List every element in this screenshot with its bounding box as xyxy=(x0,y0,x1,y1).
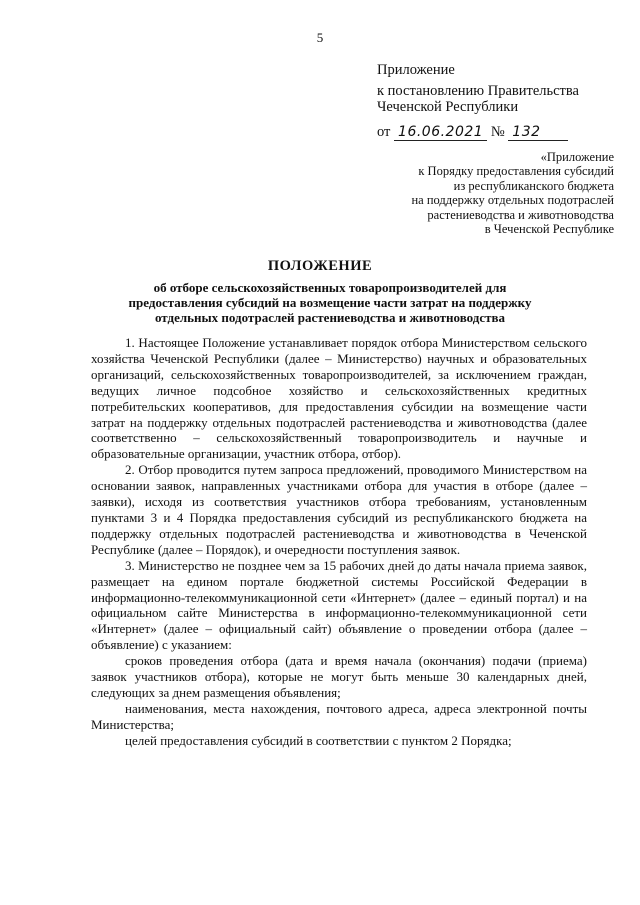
date-prefix: от xyxy=(377,124,391,140)
quote-line: в Чеченской Республике xyxy=(484,222,614,237)
document-subtitle xyxy=(90,280,570,325)
paragraph-5: наименования, места нахождения, почтового адреса, адреса электронной почты Министерства; xyxy=(91,700,587,732)
subtitle-line: об отборе сельскохозяйственных товаропроизводителей для xyxy=(153,280,507,295)
quote-line: «Приложение xyxy=(540,150,614,164)
quote-line: к Порядку предоставления субсидий xyxy=(418,164,614,179)
appendix-line-3: Чеченской Республики xyxy=(377,99,519,115)
paragraph-2: 2. Отбор проводится путем запроса предложений, проводимого Министерством на основании заявок, направленных участниками отбора для участия в отборе (далее – заявки), исходя из соответствия участников отбора требованиям, установленным пунктами 3 и 4 Порядка предоставления субсидий из республиканского бюджета на поддержку отдельных подотраслей растениеводства и животноводства в Чеченской Республике (далее – Порядок), и очередности поступления заявок. xyxy=(91,462,587,557)
appendix-quote xyxy=(411,150,614,236)
handwritten-number: 132 xyxy=(508,124,568,141)
document-body xyxy=(91,335,587,749)
appendix-line-2: к постановлению Правительства xyxy=(377,83,579,99)
paragraph-1: 1. Настоящее Положение устанавливает порядок отбора Министерством сельского хозяйства Чеченской Республики (далее – Министерство) научных и образовательных организаций, сельскохозяйственных товаропроизводителей, за исключением граждан, ведущих личное подсобное хозяйство и сельскохозяйственных кредитных потребительских кооперативов, для предоставления субсидии на возмещение части затрат на поддержку отдельных подотраслей растениеводства и животноводства (далее соответственно – сельскохозяйственный товаропроизводитель и научные и образовательные организации, участник отбора, отбор). xyxy=(91,335,587,462)
subtitle-line: предоставления субсидий на возмещение части затрат на поддержку xyxy=(128,295,532,310)
quote-line: из республиканского бюджета xyxy=(453,178,614,193)
paragraph-3: 3. Министерство не позднее чем за 15 рабочих дней до даты начала приема заявок, размещает на едином портале бюджетной системы Российской Федерации в информационно-телекоммуникационной сети «Интернет» (далее – единый портал) и на официальном сайте Министерства в информационно-телекоммуникационной сети «Интернет» (далее – официальный сайт) объявление о проведении отбора (далее – объявление) с указанием: xyxy=(91,557,587,653)
quote-line: растениеводства и животноводства xyxy=(427,207,614,222)
quote-line: на поддержку отдельных подотраслей xyxy=(411,193,614,208)
paragraph-6: целей предоставления субсидий в соответствии с пунктом 2 Порядка; xyxy=(125,732,512,748)
paragraph-4: сроков проведения отбора (дата и время начала (окончания) подачи (приема) заявок участников отбора), которые не могут быть меньше 30 календарных дней, следующих за днем размещения объявления; xyxy=(91,653,587,700)
appendix-date-row xyxy=(377,124,579,141)
document-title: ПОЛОЖЕНИЕ xyxy=(267,258,373,274)
page-number: 5 xyxy=(316,30,324,45)
number-prefix: № xyxy=(490,124,505,140)
appendix-header xyxy=(377,62,579,141)
appendix-line-1: Приложение xyxy=(377,62,455,78)
handwritten-date: 16.06.2021 xyxy=(394,124,487,141)
subtitle-line: отдельных подотраслей растениеводства и животноводства xyxy=(154,310,506,325)
